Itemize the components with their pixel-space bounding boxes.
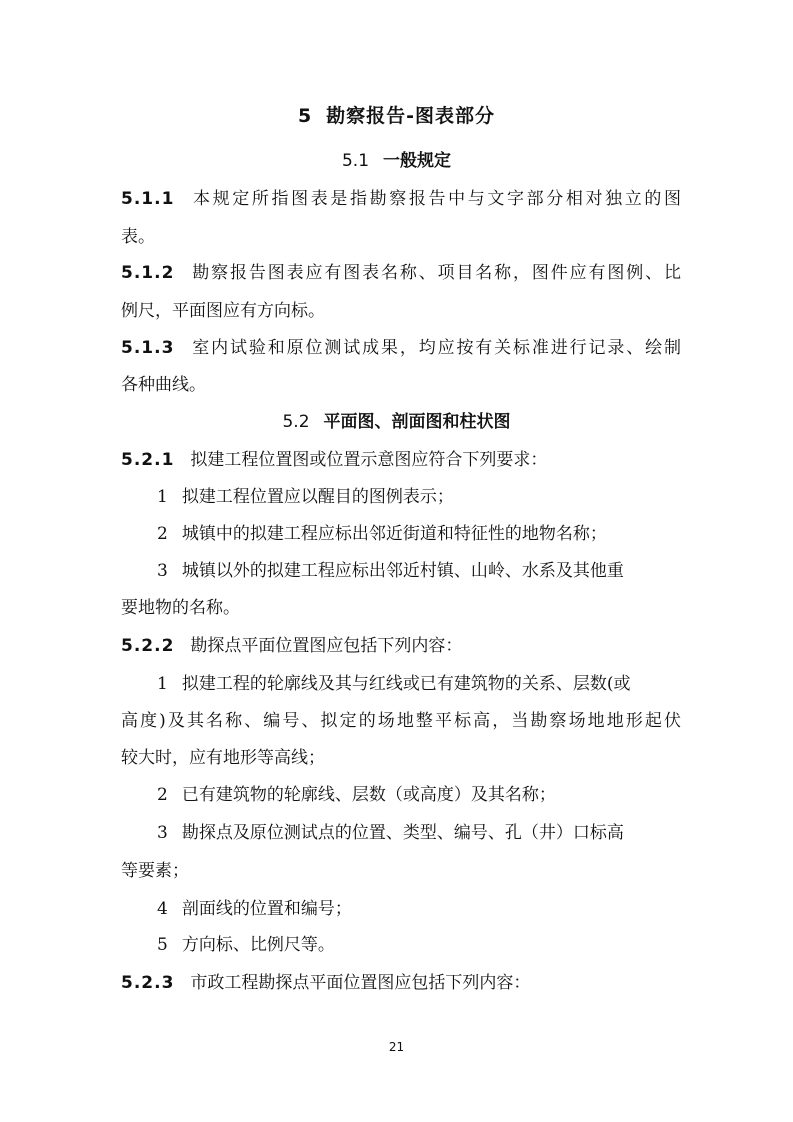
clause-text: 市政工程勘探点平面位置图应包括下列内容： xyxy=(190,973,531,993)
item-number: 2 xyxy=(157,524,168,544)
clause-5-1-3 xyxy=(121,333,681,363)
list-item xyxy=(157,556,681,586)
item-number: 3 xyxy=(157,561,168,581)
chapter-number: 5 xyxy=(297,105,313,127)
list-item-cont: 较大时，应有地形等高线； xyxy=(121,748,325,768)
section-heading-5-1 xyxy=(0,146,793,176)
section-number: 5.1 xyxy=(341,151,370,171)
section-title: 平面图、剖面图和柱状图 xyxy=(323,412,511,432)
item-number: 4 xyxy=(157,899,168,919)
item-number: 3 xyxy=(157,823,168,843)
clause-text: 拟建工程位置图或位置示意图应符合下列要求： xyxy=(190,450,548,470)
clause-number: 5.2.1 xyxy=(121,450,175,470)
list-item xyxy=(157,780,717,810)
clause-number: 5.1.3 xyxy=(121,338,175,358)
list-item xyxy=(157,482,717,512)
clause-5-2-2 xyxy=(121,631,681,661)
list-item-cont: 高度)及其名称、编号、拟定的场地整平标高，当勘察场地地形起伏 xyxy=(121,711,681,731)
clause-text: 勘探点平面位置图应包括下列内容： xyxy=(190,636,463,656)
list-item xyxy=(157,818,681,848)
item-number: 1 xyxy=(157,674,168,694)
item-text: 已有建筑物的轮廓线、层数（或高度）及其名称； xyxy=(181,785,556,805)
section-title: 一般规定 xyxy=(383,151,452,171)
clause-5-1-3-cont: 各种曲线。 xyxy=(121,375,206,395)
item-text: 城镇中的拟建工程应标出邻近街道和特征性的地物名称； xyxy=(181,524,607,544)
item-number: 5 xyxy=(157,935,168,955)
list-item xyxy=(157,669,681,699)
clause-5-1-2 xyxy=(121,258,681,288)
item-number: 2 xyxy=(157,785,168,805)
list-item xyxy=(157,519,717,549)
item-text: 拟建工程的轮廓线及其与红线或已有建筑物的关系、层数(或 xyxy=(181,674,631,694)
list-item-cont: 要地物的名称。 xyxy=(121,598,240,618)
clause-number: 5.1.2 xyxy=(121,263,175,283)
section-heading-5-2 xyxy=(0,407,793,437)
clause-5-1-1-cont: 表。 xyxy=(121,227,155,247)
clause-5-2-1 xyxy=(121,445,681,475)
clause-text: 室内试验和原位测试成果，均应按有关标准进行记录、绘制 xyxy=(190,338,681,358)
list-item xyxy=(157,930,717,960)
item-text: 勘探点及原位测试点的位置、类型、编号、孔（井）口标高 xyxy=(181,823,624,843)
clause-number: 5.1.1 xyxy=(121,189,175,209)
clause-text: 勘察报告图表应有图表名称、项目名称，图件应有图例、比 xyxy=(190,263,681,283)
clause-number: 5.2.2 xyxy=(121,636,175,656)
clause-5-1-2-cont: 例尺，平面图应有方向标。 xyxy=(121,301,325,321)
item-text: 城镇以外的拟建工程应标出邻近村镇、山岭、水系及其他重 xyxy=(181,561,624,581)
list-item xyxy=(157,894,717,924)
item-text: 拟建工程位置应以醒目的图例表示； xyxy=(181,487,454,507)
clause-5-1-1 xyxy=(121,184,681,214)
clause-5-2-3 xyxy=(121,968,681,998)
section-number: 5.2 xyxy=(282,412,310,432)
item-number: 1 xyxy=(157,487,168,507)
chapter-title: 勘察报告-图表部分 xyxy=(326,105,496,127)
chapter-heading xyxy=(0,101,793,131)
clause-text: 本规定所指图表是指勘察报告中与文字部分相对独立的图 xyxy=(190,189,681,209)
page-number: 21 xyxy=(388,1040,405,1054)
list-item-cont: 等要素； xyxy=(121,861,189,881)
item-text: 方向标、比例尺等。 xyxy=(181,935,335,955)
clause-number: 5.2.3 xyxy=(121,973,175,993)
item-text: 剖面线的位置和编号； xyxy=(181,899,352,919)
